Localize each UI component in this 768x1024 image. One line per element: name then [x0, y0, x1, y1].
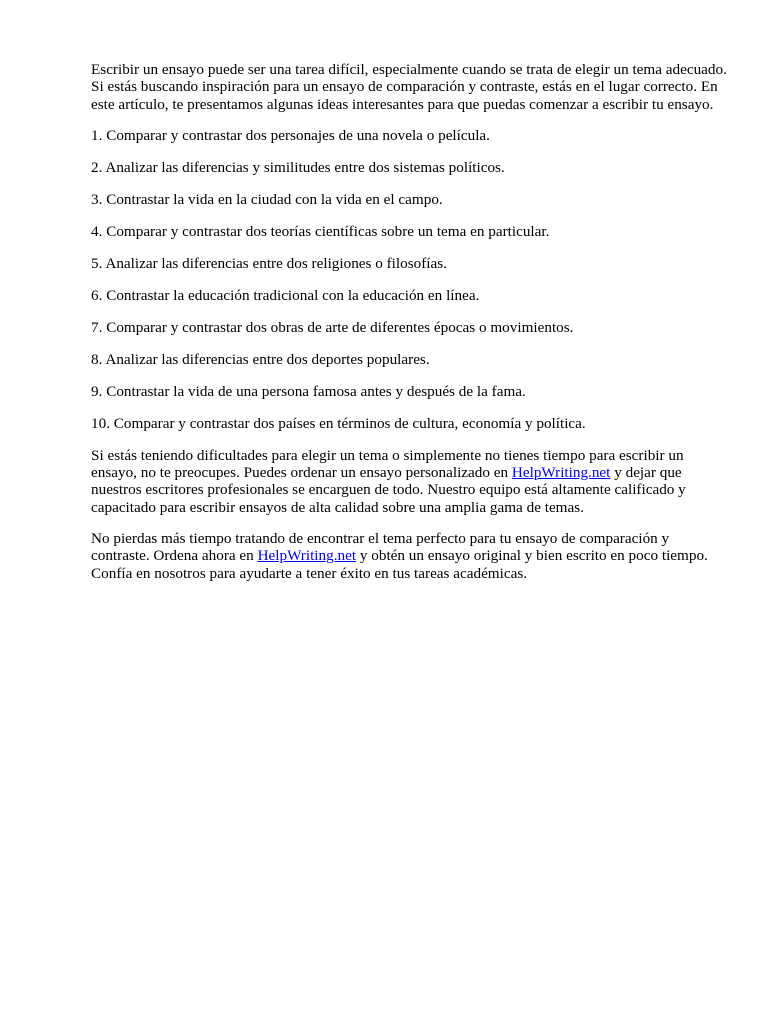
- intro-paragraph: Escribir un ensayo puede ser una tarea difícil, especialmente cuando se trata de elegir un tema adecuado. Si estás buscando inspiración para un ensayo de comparación y contraste, estás en el lugar correcto. En este artículo, te presentamos algunas ideas interesantes para que puedas comenzar a escribir tu ensayo.: [91, 61, 727, 113]
- document-body: [91, 61, 731, 596]
- helpwriting-link[interactable]: HelpWriting.net: [257, 547, 357, 565]
- list-item: 9. Contrastar la vida de una persona famosa antes y después de la fama.: [91, 382, 526, 400]
- list-item: 5. Analizar las diferencias entre dos religiones o filosofías.: [91, 254, 447, 272]
- list-item: 10. Comparar y contrastar dos países en términos de cultura, economía y política.: [91, 414, 586, 432]
- closing-paragraph-text-end: y obtén un ensayo original y bien escrito en poco tiempo. Confía en nosotros para ayudarte a tener éxito en tus tareas académicas.: [91, 547, 708, 582]
- ideas-list: [91, 127, 731, 432]
- order-paragraph: [91, 447, 731, 516]
- list-item: 2. Analizar las diferencias y similitudes entre dos sistemas políticos.: [91, 158, 505, 176]
- order-paragraph-text-start: Si estás teniendo dificultades para elegir un tema o simplemente no tienes tiempo para escribir un ensayo, no te preocupes. Puedes ordenar un ensayo personalizado en: [91, 446, 684, 482]
- closing-paragraph-text-start: No pierdas más tiempo tratando de encontrar el tema perfecto para tu ensayo de comparación y contraste. Ordena ahora en: [91, 529, 670, 565]
- list-item: 1. Comparar y contrastar dos personajes de una novela o película.: [91, 126, 490, 144]
- list-item: 4. Comparar y contrastar dos teorías científicas sobre un tema en particular.: [91, 222, 550, 240]
- list-item: 3. Contrastar la vida en la ciudad con la vida en el campo.: [91, 190, 443, 208]
- closing-paragraph: [91, 530, 731, 582]
- helpwriting-link[interactable]: HelpWriting.net: [511, 464, 611, 482]
- list-item: 7. Comparar y contrastar dos obras de arte de diferentes épocas o movimientos.: [91, 318, 574, 336]
- list-item: 6. Contrastar la educación tradicional con la educación en línea.: [91, 286, 480, 304]
- order-paragraph-text-end: y dejar que nuestros escritores profesionales se encarguen de todo. Nuestro equipo está altamente calificado y capacitado para escribir ensayos de alta calidad sobre una amplia gama de temas.: [91, 464, 686, 516]
- list-item: 8. Analizar las diferencias entre dos deportes populares.: [91, 350, 430, 368]
